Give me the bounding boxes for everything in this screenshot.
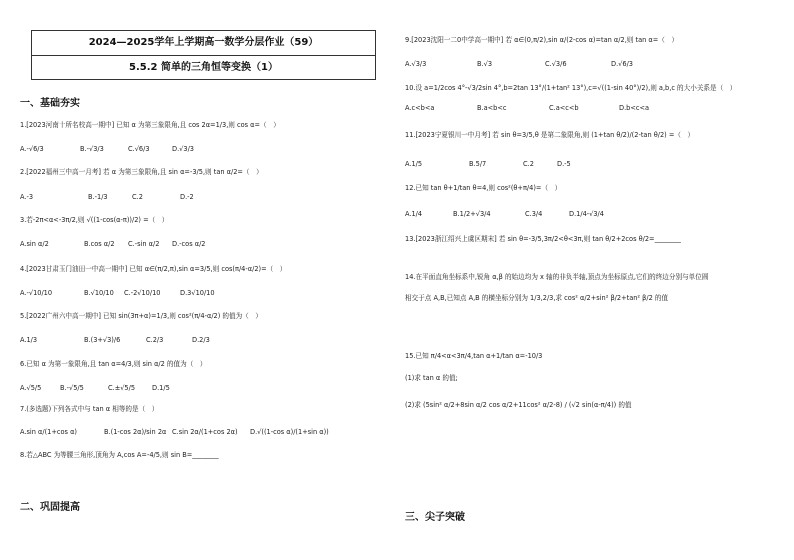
- option-d: D.-2: [180, 193, 194, 201]
- option-a: A.c<b<a: [405, 104, 435, 112]
- option-a: A.-√10/10: [20, 289, 53, 297]
- option-c: C.-2√10/10: [124, 289, 161, 297]
- title-box: [31, 30, 376, 80]
- question-6: 6.已知 α 为第一象限角,且 tan α=4/3,则 sin α/2 的值为（ ）: [20, 360, 207, 368]
- page-title: 2024—2025学年上学期高一数学分层作业（59）: [88, 37, 319, 48]
- option-b: B.(1-cos 2α)/sin 2α: [104, 428, 167, 436]
- option-b: B.5/7: [469, 160, 487, 168]
- option-a: A.-√6/3: [20, 145, 44, 153]
- question-12: 12.已知 tan θ+1/tan θ=4,则 cos²(θ+π/4)=（ ）: [405, 184, 562, 192]
- question-15-part1: (1)求 tan α 的值;: [405, 374, 458, 382]
- option-d: D.√((1-cos α)/(1+sin α)): [250, 428, 329, 436]
- option-d: D.3√10/10: [180, 289, 215, 297]
- option-d: D.-5: [557, 160, 571, 168]
- option-c: C.√3/6: [545, 60, 567, 68]
- page-subtitle: 5.5.2 简单的三角恒等变换（1）: [32, 55, 375, 80]
- question-1: 1.[2023河南十所名校高一期中] 已知 α 为第三象限角,且 cos 2α=1/3,则 cos α=（ ）: [20, 121, 280, 129]
- option-b: B.-√5/5: [60, 384, 84, 392]
- option-a: A.-3: [20, 193, 34, 201]
- option-d: D.1/4-√3/4: [569, 210, 604, 218]
- option-c: C.-sin α/2: [128, 240, 160, 248]
- option-d: D.-cos α/2: [172, 240, 206, 248]
- question-14: 14.在平面直角坐标系中,锐角 α,β 的始边均为 x 轴的非负半轴,顶点为坐标原点,它们的终边分别与单位圆: [405, 273, 709, 281]
- option-b: B.√3: [477, 60, 493, 68]
- option-b: B.cos α/2: [84, 240, 115, 248]
- option-c: C.a<c<b: [549, 104, 579, 112]
- option-b: B.a<b<c: [477, 104, 507, 112]
- option-a: A.1/3: [20, 336, 38, 344]
- option-c: C.sin 2α/(1+cos 2α): [172, 428, 238, 436]
- option-c: C.2/3: [146, 336, 164, 344]
- question-9: 9.[2023沈阳一二0中学高一期中] 若 α∈(0,π/2),sin α/(2-cos α)=tan α/2,则 tan α=（ ）: [405, 36, 679, 44]
- option-a: A.√5/5: [20, 384, 42, 392]
- option-c: C.±√5/5: [108, 384, 136, 392]
- option-b: B.√10/10: [84, 289, 114, 297]
- question-5: 5.[2022广州六中高一期中] 已知 sin(3π+α)=1/3,则 cos²(π/4-α/2) 的值为（ ）: [20, 312, 262, 320]
- option-d: D.b<c<a: [619, 104, 650, 112]
- option-a: A.1/5: [405, 160, 423, 168]
- option-c: C.2: [132, 193, 143, 201]
- option-c: C.√6/3: [128, 145, 150, 153]
- option-d: D.√6/3: [611, 60, 633, 68]
- option-b: B.(3+√3)/6: [84, 336, 121, 344]
- question-4: 4.[2023甘肃玉门油田一中高一期中] 已知 α∈(π/2,π),sin α=3/5,则 cos(π/4-α/2)=（ ）: [20, 265, 287, 273]
- option-d: D.1/5: [152, 384, 170, 392]
- question-7: 7.(多选题)下列各式中与 tan α 相等的是（ ）: [20, 405, 159, 413]
- option-b: B.-1/3: [88, 193, 108, 201]
- option-d: D.2/3: [192, 336, 210, 344]
- question-10: 10.设 a=1/2cos 4°-√3/2sin 4°,b=2tan 13°/(1+tan² 13°),c=√((1-sin 40°)/2),则 a,b,c 的大小关系是（ ）: [405, 84, 737, 92]
- option-b: B.1/2+√3/4: [453, 210, 491, 218]
- question-15: 15.已知 π/4<α<3π/4,tan α+1/tan α=-10/3: [405, 352, 543, 360]
- question-11: 11.[2023宁夏银川一中月考] 若 sin θ=3/5,θ 是第二象限角,则 (1+tan θ/2)/(2-tan θ/2) =（ ）: [405, 131, 695, 139]
- option-d: D.√3/3: [172, 145, 194, 153]
- question-14-line2: 相交于点 A,B,已知点 A,B 的横坐标分别为 1/3,2/3,求 cos² α/2+sin² β/2+tan² β/2 的值: [405, 294, 669, 302]
- option-c: C.2: [523, 160, 534, 168]
- question-2: 2.[2022福州三中高一月考] 若 α 为第三象限角,且 sin α=-3/5,则 tan α/2=（ ）: [20, 168, 263, 176]
- section-advanced: 二、巩固提高: [20, 502, 80, 513]
- question-8: 8.若△ABC 为等腰三角形,顶角为 A,cos A=-4/5,则 sin B=________: [20, 451, 219, 459]
- option-a: A.sin α/2: [20, 240, 49, 248]
- option-c: C.3/4: [525, 210, 543, 218]
- option-a: A.sin α/(1+cos α): [20, 428, 78, 436]
- question-15-part2: (2)求 (5sin² α/2+8sin α/2 cos α/2+11cos² α/2-8) / (√2 sin(α-π/4)) 的值: [405, 401, 632, 409]
- option-a: A.1/4: [405, 210, 423, 218]
- question-13: 13.[2023浙江绍兴上虞区期末] 若 sin θ=-3/5,3π/2<θ<3π,则 tan θ/2+2cos θ/2=________: [405, 235, 681, 243]
- question-3: 3.若-2π<α<-3π/2,则 √((1-cos(α-π))/2) =（ ）: [20, 216, 169, 224]
- option-a: A.√3/3: [405, 60, 427, 68]
- section-challenge: 三、尖子突破: [405, 512, 465, 523]
- option-b: B.-√3/3: [80, 145, 104, 153]
- section-basic: 一、基础夯实: [20, 98, 80, 109]
